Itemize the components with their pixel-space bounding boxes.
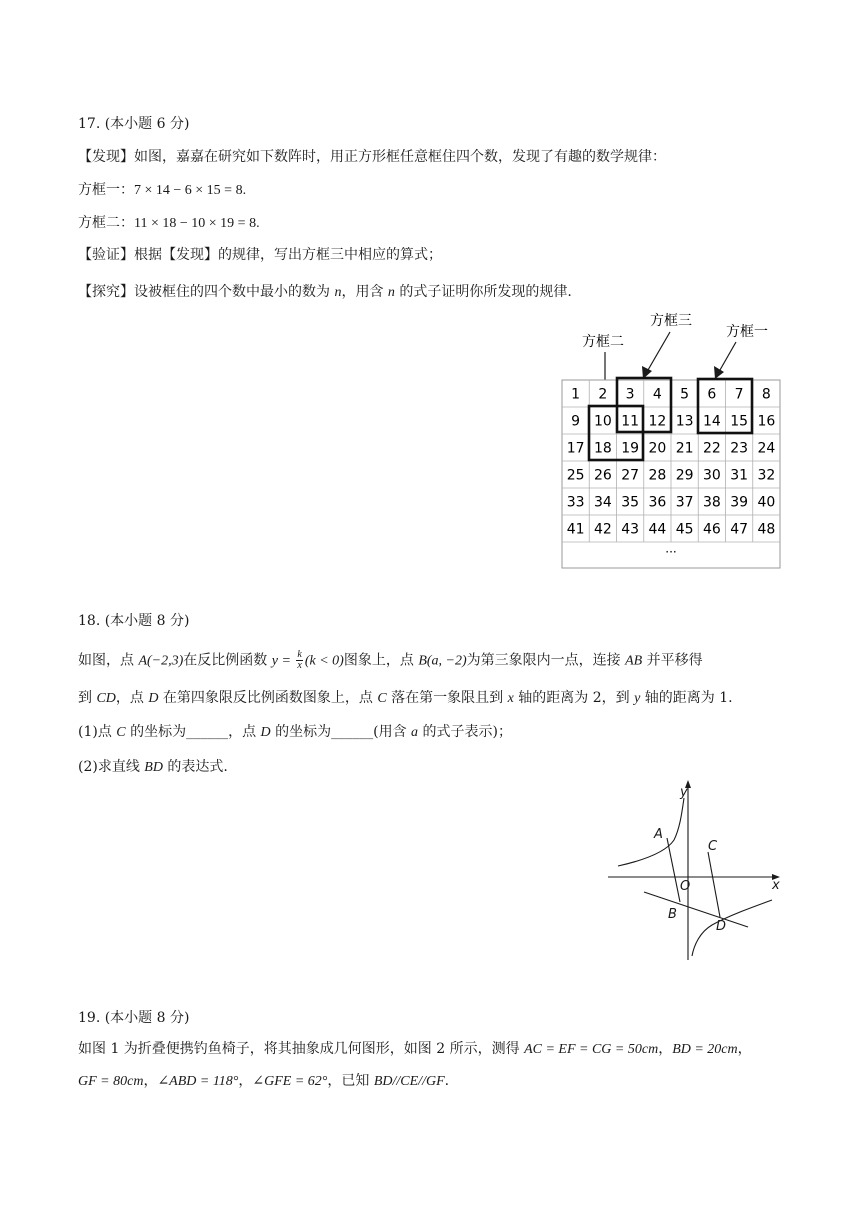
grid-cell-number: 35 [621,494,640,511]
label-box3: 方框三 [650,313,692,329]
fraction-k-over-x [296,650,302,671]
point-C: C [116,725,126,740]
grid-cell-number: 29 [675,467,694,484]
q19-eq-angle-GFE: ∠GFE = 62° [252,1074,328,1089]
grid-cell-number: 43 [621,521,640,538]
var-x: x [507,691,514,706]
grid-cell-number: 48 [757,521,776,538]
grid-cell-number: 24 [757,440,776,457]
q18-line2 [78,688,733,709]
q19-line2 [78,1071,449,1092]
grid-cell-number: 32 [757,467,776,484]
q17-box1-equation: 7 × 14 − 6 × 15 = 8. [134,183,247,198]
grid-cell-number: 5 [680,386,690,403]
label-O: O [680,879,691,894]
grid-cell-number: 22 [702,440,721,457]
grid-cell-number: 33 [566,494,585,511]
grid-cell-number: 47 [730,521,749,538]
grid-cell-number: 7 [734,386,744,403]
grid-cell-number: 26 [593,467,612,484]
grid-cell-number: 39 [730,494,749,511]
grid-cell-number: 18 [593,440,612,457]
q18-text: 落在第一象限且到 [386,690,508,706]
hyperbola-branch-left [618,798,684,866]
q17-explore-part: 的式子证明你所发现的规律. [394,284,572,300]
grid-cell-number: 4 [652,386,662,403]
grid-cell-number: 14 [702,413,721,430]
q18-text: 的式子表示)； [418,724,512,740]
q18-text: 如图，点 [78,652,139,669]
grid-cell-number: 28 [648,467,667,484]
q17-box2-equation: 11 × 18 − 10 × 19 = 8. [134,216,260,231]
q17-box2-line [78,213,260,234]
arrow-box1 [714,342,736,379]
q18-text: 轴的距离为 1. [640,690,733,706]
point-B-coord: B(a, −2) [418,653,467,669]
q18-line1 [78,650,703,672]
q19-eq-parallel: BD//CE//GF [373,1074,445,1089]
line-BD: BD [144,760,163,775]
q18-text: (2)求直线 [78,759,145,775]
grid-cell-number: 3 [625,386,635,403]
grid-cell-number: 20 [648,440,667,457]
q18-text: 轴的距离为 2，到 [513,690,635,706]
grid-cell-number: 41 [566,521,585,538]
q17-var-n: n [334,285,342,300]
grid-cell-number: 40 [757,494,776,511]
q17-discover-text: 【发现】如图，嘉嘉在研究如下数阵时，用正方形框任意框住四个数，发现了有趣的数学规律： [78,149,666,165]
label-B: B [668,907,677,922]
q17-explore-part: ，用含 [341,284,388,300]
q18-text: 在第四象限反比例函数图象上，点 [158,690,378,706]
grid-cell-number: 6 [707,386,717,403]
fraction-denominator: x [297,660,302,671]
label-D: D [716,919,727,934]
label-box2: 方框二 [582,334,624,350]
var-y: y [634,691,641,706]
q19-eq-angle-ABD: ∠ABD = 118° [157,1074,239,1089]
q17-explore-part: 【探究】设被框住的四个数中最小的数为 [78,284,335,300]
func-lhs: y = [271,653,295,669]
q19-text: . [444,1073,450,1089]
grid-cell-number: 30 [702,467,721,484]
grid-cell-number: 36 [648,494,667,511]
q17-var-n: n [387,285,395,300]
grid-cell-number: 10 [593,413,612,430]
q19-text: 如图 1 为折叠便携钓鱼椅子，将其抽象成几何图形，如图 2 所示，测得 [78,1041,525,1057]
segment-AB-line [667,838,680,902]
q18-text: (1)点 [78,724,117,740]
q18-part2 [78,757,228,778]
grid-cell-number: 8 [761,386,771,403]
q17-number-grid-figure [560,308,784,572]
func-condition: (k < 0) [304,653,344,669]
segment-CD: CD [96,691,116,706]
grid-cell-number: 11 [621,413,640,430]
grid-cell-number: 44 [648,521,667,538]
q19-line1 [78,1039,752,1060]
label-C: C [708,839,718,854]
q18-text: 图象上，点 [343,652,419,669]
q18-text: 到 [78,690,97,706]
q19-text: ，已知 [327,1073,374,1089]
grid-cell-number: 23 [730,440,749,457]
q18-text: 的表达式. [162,759,228,775]
q17-box2-prefix: 方框二： [78,215,134,231]
grid-cell-number: 38 [702,494,721,511]
q18-coordinate-figure [600,780,790,965]
q18-text: 的坐标为______(用含 [270,724,412,740]
label-x: x [772,878,780,893]
q17-box1-prefix: 方框一： [78,182,134,198]
grid-cell-number: 45 [675,521,694,538]
grid-cell-number: 12 [648,413,667,430]
fraction-numerator: k [297,649,302,660]
grid-cell-number: 9 [571,413,581,430]
segment-AB: AB [625,653,643,669]
q19-text: ， [143,1073,158,1089]
q17-box1-line [78,180,246,201]
grid-cell-number: 13 [675,413,694,430]
segment-CD-line [708,852,720,917]
grid-cell-number: 42 [593,521,612,538]
q18-text: 并平移得 [642,652,703,669]
q19-eq-GF: GF = 80cm [78,1074,144,1089]
q18-text: 的坐标为______，点 [125,724,261,740]
q19-eq-lengths: AC = EF = CG = 50cm [524,1042,659,1057]
line-BD-line [644,892,748,927]
q19-text: ， [737,1041,752,1057]
grid-cell-number: 1 [571,386,581,403]
q19-eq-BD: BD = 20cm [672,1042,738,1057]
q18-text: ，点 [115,690,149,706]
q17-header: 17. (本小题 6 分) [78,116,190,132]
grid-cell-number: 27 [621,467,640,484]
q19-header: 19. (本小题 8 分) [78,1010,190,1026]
label-y: y [680,785,688,800]
point-C: C [377,691,387,706]
grid-cell-number: 31 [730,467,749,484]
label-box1: 方框一 [726,324,768,340]
grid-cell-number: 21 [675,440,694,457]
grid-cell-number: 19 [621,440,640,457]
q17-verify-text: 【验证】根据【发现】的规律，写出方框三中相应的算式； [78,247,442,263]
point-A-coord: A(−2,3) [138,653,184,669]
grid-ellipsis: ··· [665,545,677,559]
grid-cell-number: 46 [702,521,721,538]
point-D: D [260,725,271,740]
grid-cell-number: 34 [593,494,612,511]
grid-cell-number: 2 [598,386,608,403]
grid-cell-number: 25 [566,467,585,484]
grid-cell-number: 16 [757,413,776,430]
q18-header: 18. (本小题 8 分) [78,613,190,629]
var-a: a [411,725,419,740]
q18-text: 为第三象限内一点，连接 [466,652,626,669]
grid-cell-number: 37 [675,494,694,511]
hyperbola-branch-right [692,900,772,956]
point-D: D [148,691,159,706]
arrow-box3 [642,332,670,379]
grid-cell-number: 15 [730,413,749,430]
q19-text: ， [658,1041,673,1057]
q18-part1 [78,722,512,743]
q17-explore-text [78,282,572,303]
grid-cell-number: 17 [566,440,585,457]
label-A: A [654,827,663,842]
q18-text: 在反比例函数 [183,652,272,669]
q19-text: ， [238,1073,253,1089]
